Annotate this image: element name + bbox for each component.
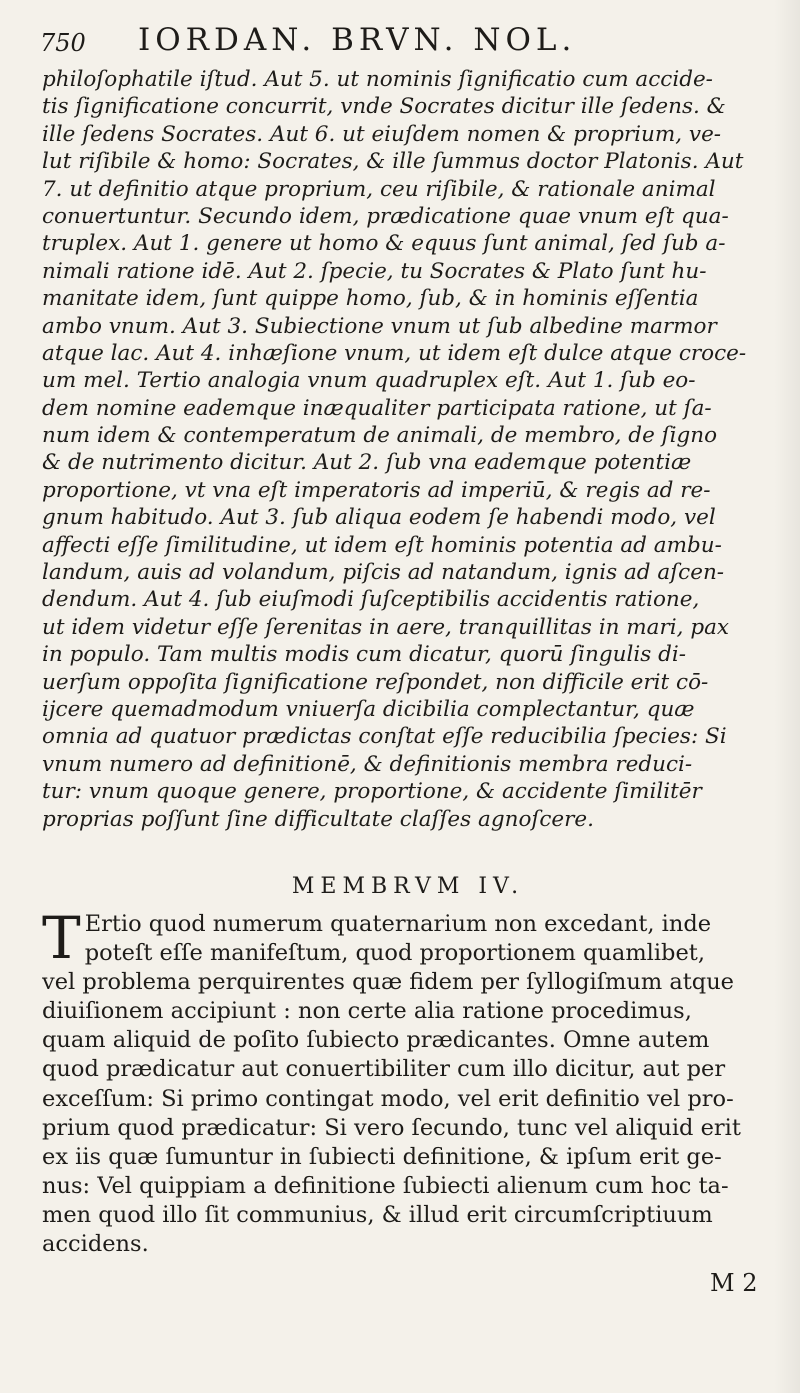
signature-mark: M 2 xyxy=(710,1269,758,1297)
text-line: vnum numero ad definitionē, & definitionis membra reduci- xyxy=(42,751,693,777)
text-line: dendum. Aut 4. ſub eiuſmodi ſuſceptibilis accidentis ratione, xyxy=(42,587,700,613)
text-line: ut idem videtur eſſe ſerenitas in aere, tranquillitas in mari, pax xyxy=(42,614,730,640)
text-line: nus: Vel quippiam a definitione ſubiecti alienum cum hoc ta- xyxy=(42,1172,729,1199)
text-line: gnum habitudo. Aut 3. ſub aliqua eodem ſe habendi modo, vel xyxy=(42,505,716,531)
text-line: dem nomine eademque inæqualiter participata ratione, ut ſa- xyxy=(42,395,712,421)
drop-cap: T xyxy=(42,904,81,972)
text-line: vel problema perquirentes quæ fidem per ſyllogiſmum atque xyxy=(42,969,734,996)
text-line: conuertuntur. Secundo idem, prædicatione quae vnum eſt qua- xyxy=(42,203,729,229)
text-line: omnia ad quatuor prædictas conſtat eſſe reducibilia ſpecies: Si xyxy=(42,724,727,750)
text-line: ambo vnum. Aut 3. Subiectione vnum ut ſub albedine marmor xyxy=(42,313,717,339)
text-line: proprias poſſunt ſine difficultate claſſes agnoſcere. xyxy=(42,806,594,832)
text-line: uerſum oppoſita ſignificatione reſpondet, non difficile erit cō- xyxy=(42,669,709,695)
text-line: in populo. Tam multis modis cum dicatur, quorū ſingulis di- xyxy=(42,642,687,668)
text-line: lut riſibile & homo: Socrates, & ille ſummus doctor Platonis. Aut xyxy=(42,149,744,175)
text-line: ijcere quemadmodum vniuerſa dicibilia complectantur, quæ xyxy=(42,696,695,722)
text-line: poteſt eſſe manifeſtum, quod proportionem quamlibet, xyxy=(84,940,705,967)
text-line: prium quod prædicatur: Si vero ſecundo, tunc vel aliquid erit xyxy=(42,1114,741,1141)
text-line: Ertio quod numerum quaternarium non excedant, inde xyxy=(84,911,712,937)
member-heading: MEMBRVM IV. xyxy=(291,874,525,899)
text-line: quam aliquid de poſito ſubiecto prædicantes. Omne autem xyxy=(42,1027,710,1054)
text-line: ille ſedens Socrates. Aut 6. ut eiuſdem nomen & proprium, ve- xyxy=(42,121,722,147)
paragraph-2 xyxy=(42,904,774,1259)
paragraph-1 xyxy=(42,66,774,833)
text-line: tur: vnum quoque genere, proportione, & accidente ſimilitēr xyxy=(42,779,702,805)
text-line: atque lac. Aut 4. inhæſione vnum, ut idem eſt dulce atque croce- xyxy=(42,340,747,366)
text-line: diuiſionem accipiunt : non certe alia ratione procedimus, xyxy=(42,998,692,1025)
text-line: truplex. Aut 1. genere ut homo & equus ſunt animal, ſed ſub a- xyxy=(42,231,726,257)
text-line: & de nutrimento dicitur. Aut 2. ſub vna eademque potentiæ xyxy=(42,450,692,476)
text-line: quod prædicatur aut conuertibiliter cum illo dicitur, aut per xyxy=(42,1056,726,1083)
text-line: nimali ratione idē. Aut 2. ſpecie, tu Socrates & Plato ſunt hu- xyxy=(42,258,707,284)
page-edge-shadow xyxy=(774,0,800,1393)
text-line: landum, auis ad volandum, piſcis ad natandum, ignis ad aſcen- xyxy=(42,560,725,586)
text-line: men quod illo ſit communius, & illud erit circumſcriptiuum xyxy=(42,1201,713,1228)
text-line: num idem & contemperatum de animali, de membro, de ſigno xyxy=(42,423,718,449)
text-line: philoſophatile iſtud. Aut 5. ut nominis ſignificatio cum accide- xyxy=(42,67,713,92)
text-line: ex iis quæ ſumuntur in ſubiecti definitione, & ipſum erit ge- xyxy=(42,1143,722,1170)
text-line: proportione, vt vna eſt imperatoris ad imperiū, & regis ad re- xyxy=(42,477,711,503)
text-line: accidens. xyxy=(42,1231,149,1258)
running-title: IORDAN. BRVN. NOL. xyxy=(138,22,577,58)
page-number: 750 xyxy=(40,29,86,57)
text-line: tis ſignificatione concurrit, vnde Socrates dicitur ille ſedens. & xyxy=(42,94,726,120)
text-line: affecti eſſe ſimilitudine, ut idem eſt hominis potentia ad ambu- xyxy=(42,532,722,558)
text-line: um mel. Tertio analogia vnum quadruplex eſt. Aut 1. ſub eo- xyxy=(42,368,696,394)
text-line: 7. ut definitio atque proprium, ceu riſibile, & rationale animal xyxy=(42,176,716,202)
text-line: manitate idem, ſunt quippe homo, ſub, & in hominis eſſentia xyxy=(42,286,699,312)
text-line: exceſſum: Si primo contingat modo, vel erit definitio vel pro- xyxy=(42,1085,734,1112)
